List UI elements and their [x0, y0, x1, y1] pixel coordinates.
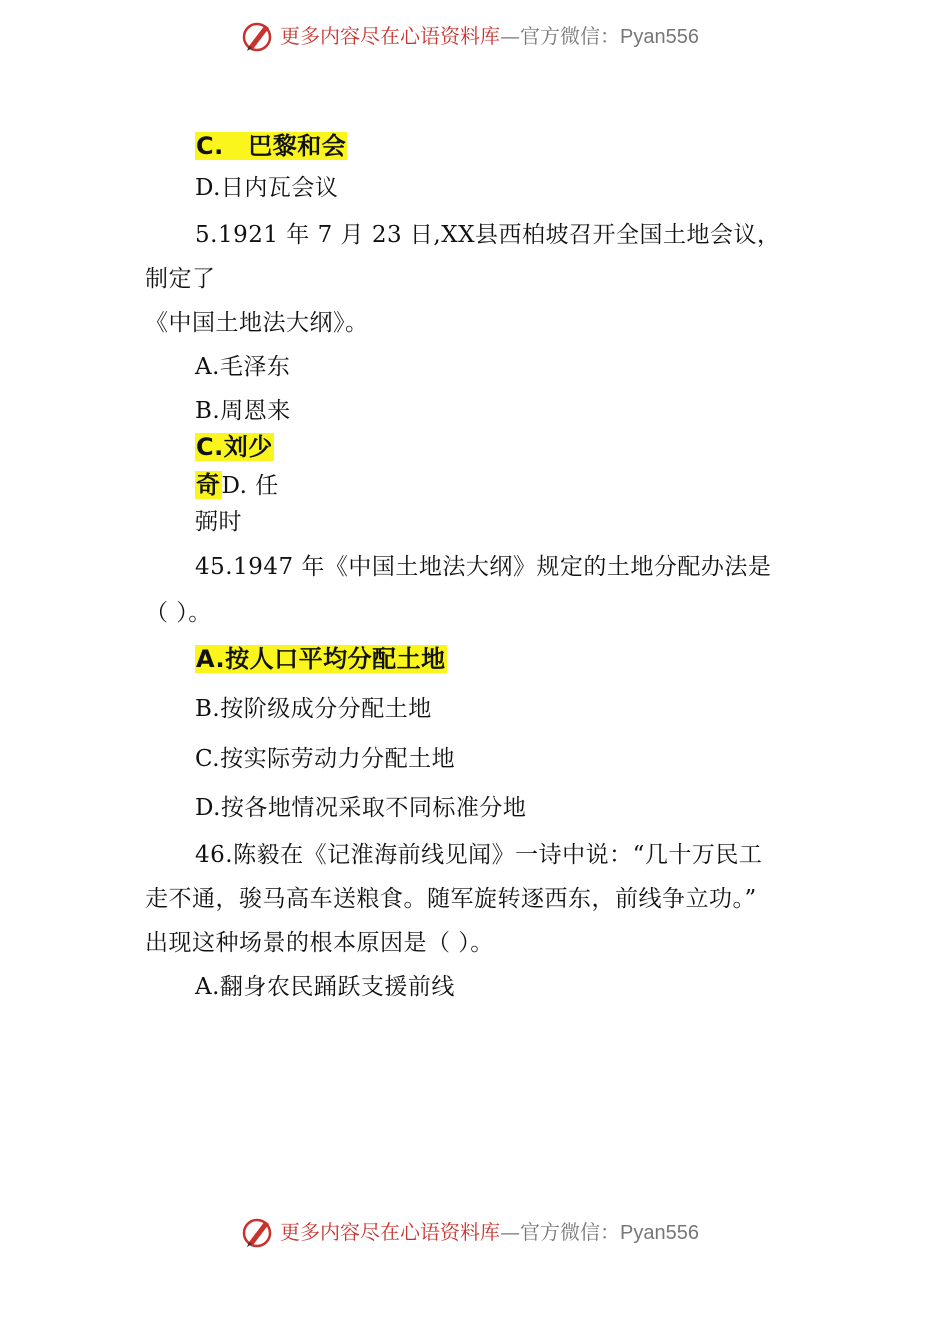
option-line — [195, 131, 347, 162]
option-line: A.毛泽东 — [195, 354, 291, 380]
highlighted-answer: C.刘少 — [196, 433, 273, 461]
banner-wechat-id: Pyan556 — [620, 25, 699, 48]
question-text: （ ）。 — [145, 600, 212, 626]
question-text: 45.1947 年《中国土地法大纲》规定的土地分配办法是 — [195, 554, 772, 580]
banner-dash: — — [500, 23, 520, 48]
highlighted-answer: 奇 — [196, 471, 221, 499]
option-line — [195, 432, 274, 463]
banner-dash: — — [500, 1219, 520, 1244]
option-line: D.按各地情况采取不同标准分地 — [195, 795, 527, 821]
question-text: 出现这种场景的根本原因是（ ）。 — [145, 930, 494, 956]
option-line — [195, 470, 279, 501]
banner-main-text: 更多内容尽在心语资料库 — [280, 23, 500, 48]
highlighted-answer: C. 巴黎和会 — [196, 132, 347, 160]
pen-in-circle-logo-icon — [240, 19, 274, 53]
option-line: C.按实际劳动力分配土地 — [195, 746, 456, 772]
question-text: 46.陈毅在《记淮海前线见闻》一诗中说：“几十万民工 — [195, 842, 763, 868]
option-line: A.翻身农民踊跃支援前线 — [195, 974, 455, 1000]
banner-wechat-label: 官方微信： — [520, 1219, 620, 1244]
option-line: D.日内瓦会议 — [195, 175, 339, 201]
banner-wechat-id: Pyan556 — [620, 1221, 699, 1244]
option-text: D. 任 — [221, 473, 279, 499]
question-text: 走不通，骏马高车送粮食。随军旋转逐西东，前线争立功。” — [145, 886, 757, 912]
question-text: 5.1921 年 7 月 23 日,XX县西柏坡召开全国土地会议， — [195, 222, 781, 248]
footer-banner — [240, 1214, 760, 1250]
banner-main-text: 更多内容尽在心语资料库 — [280, 1219, 500, 1244]
pen-in-circle-logo-icon — [240, 1215, 274, 1249]
option-line: 弼时 — [195, 509, 242, 535]
question-text: 《中国土地法大纲》。 — [145, 310, 369, 336]
banner-wechat-label: 官方微信： — [520, 23, 620, 48]
option-line: B.按阶级成分分配土地 — [195, 696, 432, 722]
highlighted-answer: A.按人口平均分配土地 — [196, 645, 446, 673]
header-banner — [240, 18, 760, 54]
option-line — [195, 644, 447, 675]
option-line: B.周恩来 — [195, 398, 291, 424]
question-text: 制定了 — [145, 266, 216, 292]
